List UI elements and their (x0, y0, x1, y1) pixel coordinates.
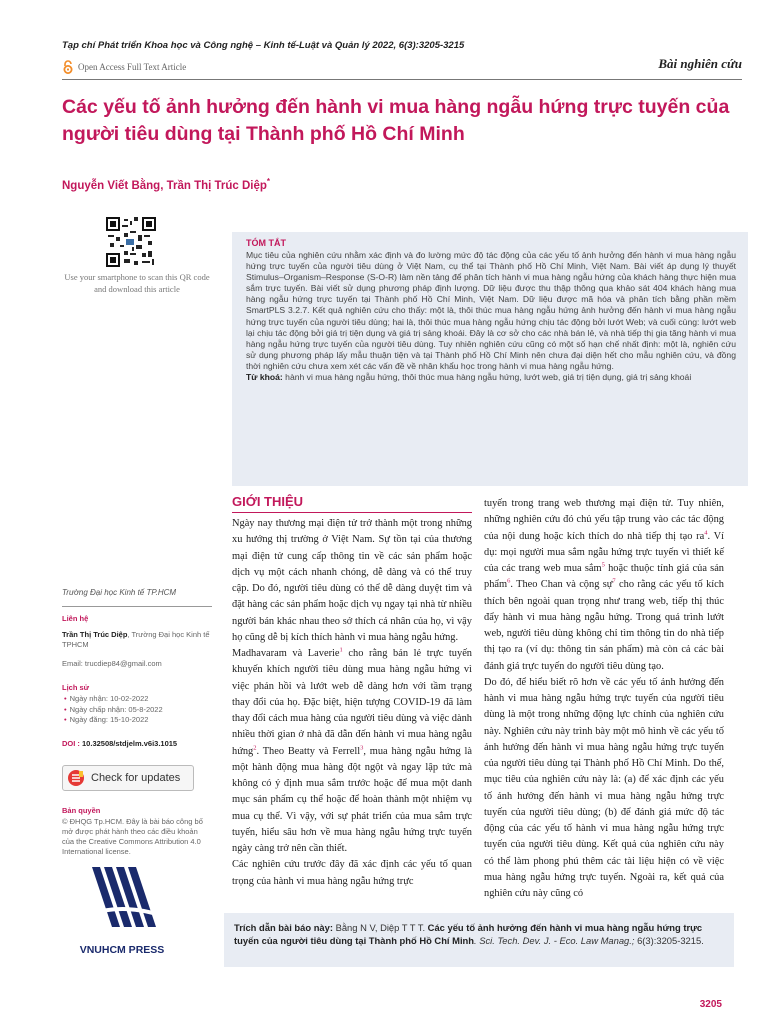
doi-line[interactable] (62, 739, 212, 748)
intro-paragraph-4 (484, 496, 724, 675)
article-authors (62, 177, 270, 192)
body-column-right (484, 496, 724, 902)
p4-text-b: . Ví dụ: mọi người mua sắm ngẫu hứng trực tuyến vì thiết kế của các trang web mua sắm (484, 530, 724, 574)
affiliation: Trường Đại học Kinh tế TP.HCM (62, 588, 177, 597)
abstract-box (232, 232, 748, 486)
check-updates-label: Check for updates (91, 772, 181, 784)
contact-info (62, 630, 212, 650)
keywords-text: hành vi mua hàng ngẫu hứng, thôi thúc mua hàng ngẫu hứng, lướt web, giá trị tiện dụng, giá trị sảng khoái (285, 372, 692, 383)
p4-text-c: hoặc thuộc tính giá của sản phẩm (484, 563, 724, 591)
intro-paragraph-5: Do đó, để hiểu biết rõ hơn về các yếu tố ảnh hưởng đến hành vi mua hàng ngẫu hứng trực tuyến của người tiêu dùng là một trong những động lực chính của nghiên cứu này. Nghiên cứu này trình bày một mô hình về các yếu tố ảnh hưởng đến hành vi mua hàng ngẫu hứng trực tuyến của người tiêu dùng tại Thành phố Hồ Chí Minh. Do thế, mục tiêu của nghiên cứu này là: (a) để xác định các yếu tố ảnh hưởng đến hành vi mua hàng ngẫu hứng trực tuyến của người tiêu dùng; (b) để đánh giá mức độ tác động của các yếu tố hành vi mua hàng ngẫu hứng trực tuyến của người tiêu dùng. Kết quả của nghiên cứu này có thể làm phong phú thêm các tài liệu hiện có về việc mua hàng ngẫu hứng trực tuyến. Ngoài ra, kết quả của nghiên cứu này cũng có (484, 676, 724, 899)
page-number: 3205 (699, 999, 722, 1010)
ref-7[interactable]: 7 (612, 577, 616, 585)
history-heading: Lịch sử (62, 683, 90, 692)
copyright-text: © ĐHQG Tp.HCM. Đây là bài báo công bố mở được phát hành theo các điều khoản của the Creative Commons Attribution 4.0 International license. (62, 817, 203, 856)
ref-2[interactable]: 2 (253, 744, 257, 752)
publisher-name: VNUHCM PRESS (79, 944, 165, 956)
contact-heading: Liên hệ (62, 614, 89, 623)
citation-journal: . Sci. Tech. Dev. J. - Eco. Law Manag.; (474, 935, 635, 946)
citation-title: Các yếu tố ảnh hưởng đến hành vi mua hàng ngẫu hứng trực tuyến của người tiêu dùng tại Thành phố Hồ Chí Minh (234, 922, 703, 946)
history-accepted: • Ngày chấp nhận: 05-8-2022 (72, 705, 222, 716)
copyright-heading: Bản quyền (62, 806, 101, 815)
qr-code[interactable] (106, 217, 156, 267)
ref-5[interactable]: 5 (601, 561, 605, 569)
header-divider (62, 79, 742, 80)
intro-paragraph-2 (232, 646, 472, 857)
p4-text-a: tuyến trong trang web thương mại điện tử. Tuy nhiên, những nghiên cứu đó chủ yếu tập trung vào các tác động của nội dung hoặc kích thích do nhà tiếp thị tạo ra (484, 498, 724, 542)
intro-paragraph-1: Ngày nay thương mại điện tử trở thành một trong những xu hướng thị trường ở Việt Nam. Sự tồn tại của thương mại điện tử cung cấp thông tin về các sản phẩm hoặc dịch vụ một cách nhanh chóng, dễ dàng và có thể truy cập. Do đó, người tiêu dùng có thể dễ dàng duyệt tìm và đặt hàng các sản phẩm hoặc dịch vụ ngay tại nhà từ nhiều người bán khác nhau theo sở thích cá nhân của họ, vì vậy họ cũng dễ bị kích thích hành vi mua hàng ngẫu hứng. (232, 518, 472, 643)
abstract-heading: TÓM TẮT (246, 238, 286, 248)
article-title: Các yếu tố ảnh hưởng đến hành vi mua hàng ngẫu hứng trực tuyến của người tiêu dùng tại Thành phố Hồ Chí Minh (62, 96, 730, 145)
contact-org: , Trường Đại học Kinh tế TPHCM (62, 630, 210, 649)
contact-name: Trần Thị Trúc Diệp (62, 630, 128, 639)
p2-text-b: cho rằng bản lẻ trực tuyến khuyến khích người tiêu dùng mua hàng ngẫu hứng vì việc phản hồi và lướt web dễ dàng hơn với tầm trạng thay đổi của họ. Đặc biệt, hiện tượng COVID-19 đã làm thay đổi cách mua hàng của người tiêu dùng và việc dành nhiều thời gian ở nhà đã dẫn đến hành vi mua hàng ngẫu hứng (232, 648, 473, 757)
citation-authors: Bằng N V, Diệp T T T. (332, 922, 428, 933)
p4-text-e: cho rằng các yếu tố kích thích bên ngoài quan trọng như trang web, tiếp thị thúc đẩy hành vi mua hàng ngẫu hứng. Trong quá trình lướt web, người tiêu dùng không chỉ tìm thông tin do nhà tiếp thị tạo ra (ví dụ: thông tin sản phẩm) mà còn cả các bài đánh giá trực tuyến do người tiêu dùng tạo. (484, 579, 724, 672)
journal-citation-line: Tạp chí Phát triển Khoa học và Công nghệ – Kinh tế-Luật và Quản lý 2022, 6(3):3205-3215 (62, 40, 465, 51)
article-type-label: Bài nghiên cứu (658, 56, 742, 71)
section-heading-intro: GIỚI THIỆU (232, 494, 304, 509)
doi-label: DOI : (62, 739, 80, 748)
intro-paragraph-3: Các nghiên cứu trước đây đã xác định các yếu tố quan trọng của hành vi mua hàng ngẫu hứng trực (232, 859, 472, 887)
ref-6[interactable]: 6 (507, 577, 511, 585)
history-received: • Ngày nhận: 10-02-2022 (72, 694, 222, 705)
check-updates-icon (67, 769, 85, 787)
author-names: Nguyễn Viết Bằng, Trần Thị Trúc Diệp (62, 179, 267, 192)
open-access-label: Open Access Full Text Article (78, 62, 187, 72)
check-for-updates-button[interactable] (62, 765, 194, 791)
qr-caption: Use your smartphone to scan this QR code and download this article (64, 272, 210, 294)
citation-label: Trích dẫn bài báo này: (234, 922, 333, 933)
history-published: • Ngày đăng: 15-10-2022 (72, 715, 222, 726)
keywords-paragraph (246, 372, 736, 383)
keywords-label: Từ khoá: (246, 372, 283, 383)
corresponding-author-mark: * (266, 177, 271, 186)
history-list (62, 694, 222, 726)
ref-1[interactable]: 1 (339, 646, 343, 654)
vnuhcm-press-logo (62, 855, 182, 965)
p2-text-c: . Theo Beatty và Ferrell (256, 745, 361, 757)
open-access-icon (62, 60, 74, 74)
abstract-text: Mục tiêu của nghiên cứu nhằm xác định và đo lường mức độ tác động của các yếu tố ảnh hưởng đến hành vi mua hàng ngẫu hứng trực tuyến của người tiêu dùng ở Việt Nam, cụ thể tại Thành phố Hồ Chí Minh, Việt Nam. Bài viết áp dụng lý thuyết Stimulus–Organism–Response (S-O-R) làm nền tảng để phân tích hành vi mua hàng ngẫu hứng của khách hàng thực hiện mua sắm trực tuyến. Bài viết sử dụng phương pháp định lượng. Dữ liệu được thu thập thông qua khảo sát 404 khách hàng mua hàng ngẫu hứng trực tuyến tại Thành phố Hồ Chí Minh, Việt Nam. Dữ liệu được mã hóa và phân tích bằng phần mềm SmartPLS 3.2.7. Kết quả nghiên cứu cho thấy: một là, thôi thúc mua hàng ngẫu hứng ảnh hưởng đến hành vi mua hàng ngẫu hứng trực tuyến của người tiêu dùng; hai là, thôi thúc mua hàng ngẫu hứng chịu tác động bởi lướt Web; và cuối cùng: lướt web lại chịu tác động bởi giá trị tiện dụng và giá trị sảng khoái. Đây là cơ sở cho các nhà bán lẻ, và nhà tiếp thị gia tăng hành vi mua hàng ngẫu hứng trực tuyến của người tiêu dùng. Tuy nhiên nghiên cứu cũng có một số hạn chế nhất định: một là, nghiên cứu sử dụng phương pháp lấy mẫu thuận tiện và tại Thành phố Hồ Chí Minh nên chưa đại diện hết cho mẫu nghiên cứu, và đồng thời nghiên cứu chưa xem xét các vấn đề về nhân khẩu học trong hành vi mua hàng ngẫu hứng. (246, 250, 736, 371)
p2-text-a: Madhavaram và Laverie (232, 648, 340, 659)
sidebar-divider (62, 606, 212, 607)
ref-3[interactable]: 3 (360, 744, 364, 752)
citation-pages: 6(3):3205-3215. (634, 935, 704, 946)
section-heading-rule (232, 512, 472, 513)
doi-value[interactable]: 10.32508/stdjelm.v6i3.1015 (82, 739, 178, 748)
body-column-left (232, 516, 472, 890)
p2-text-d: , mua hàng ngẫu hứng là một hành động mua hàng đột ngột và ngay lập tức mà không có ý định mua sắm trước hoặc để mua một danh mục sản phẩm cụ thể hoặc để hoàn thành một nhiệm vụ mua cụ thể. Vì vậy, với sự phát triển của mua sắm trực tuyến, hiểu sâu hơn về mua hàng ngẫu hứng trực tuyến ngày càng trở nên cần thiết. (232, 745, 472, 854)
citation-box (224, 913, 734, 967)
contact-email[interactable]: Email: trucdiep84@gmail.com (62, 659, 162, 668)
open-access-row (62, 60, 186, 74)
ref-4[interactable]: 4 (704, 529, 708, 537)
p4-text-d: . Theo Chan và cộng sự (510, 579, 613, 591)
